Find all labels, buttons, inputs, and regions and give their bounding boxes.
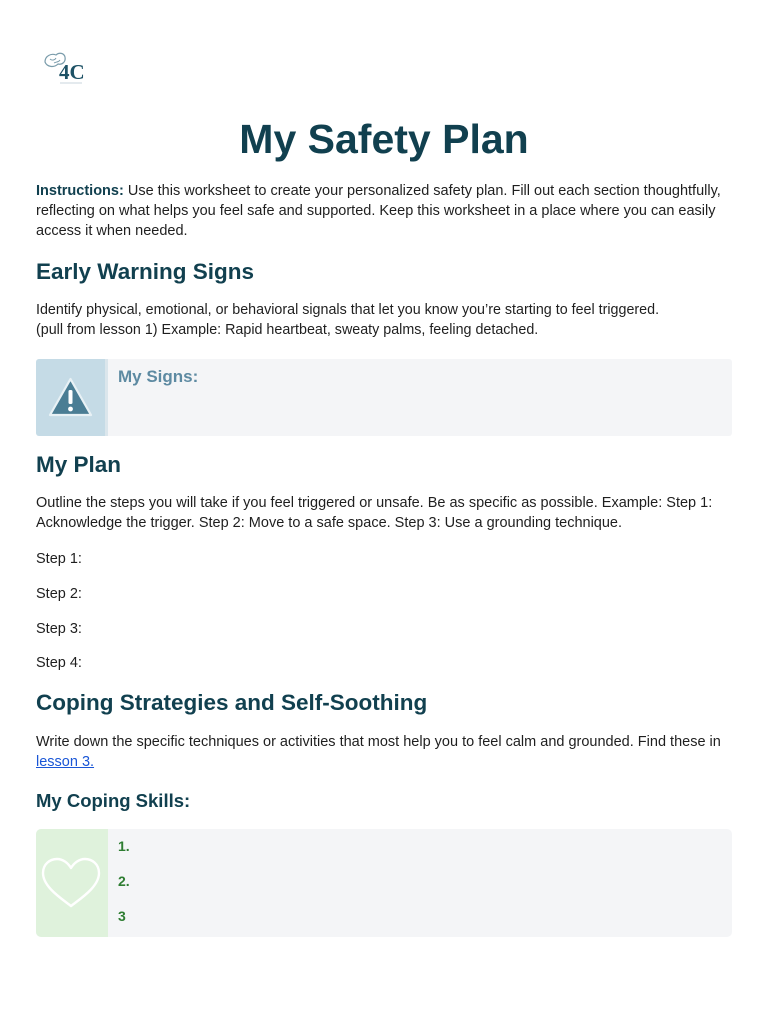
early-warning-line2: (pull from lesson 1) Example: Rapid heartbeat, sweaty palms, feeling detached. xyxy=(36,322,539,338)
warning-triangle-icon xyxy=(36,359,105,436)
my-plan-description: Outline the steps you will take if you feel triggered or unsafe. Be as specific as possible. Example: Step 1: Acknowledge the trigger. Step 2: Move to a safe space. Step 3: Use a grounding technique. xyxy=(36,495,713,531)
instructions-label: Instructions: xyxy=(36,183,124,199)
lesson-3-link[interactable]: lesson 3. xyxy=(36,754,95,770)
my-signs-box[interactable] xyxy=(36,359,732,436)
heart-outline-icon xyxy=(36,829,108,937)
organization-logo xyxy=(42,50,88,88)
my-signs-label: My Signs: xyxy=(118,367,199,386)
my-plan-heading: My Plan xyxy=(36,452,122,477)
plan-step-1: Step 1: xyxy=(36,551,82,567)
logo-text: 4C xyxy=(59,60,85,84)
coping-description xyxy=(36,732,736,772)
instructions-text: Use this worksheet to create your personalized safety plan. Fill out each section thoughtfully, reflecting on what helps you feel safe and supported. Keep this worksheet in a place where you can easily access it when needed. xyxy=(36,183,721,239)
plan-step-2: Step 2: xyxy=(36,586,82,602)
signs-icon-cell xyxy=(36,359,105,436)
coping-icon-cell xyxy=(36,829,108,937)
brain-logo-icon xyxy=(42,50,88,88)
coping-item-2: 2. xyxy=(118,873,130,889)
instructions-paragraph xyxy=(36,181,736,241)
early-warning-line1: Identify physical, emotional, or behavioral signals that let you know you’re starting to feel triggered. xyxy=(36,302,660,318)
early-warning-description xyxy=(36,300,736,340)
coping-item-3: 3 xyxy=(118,908,126,924)
page-title: My Safety Plan xyxy=(239,116,529,162)
coping-skills-subheading: My Coping Skills: xyxy=(36,790,191,811)
plan-step-3: Step 3: xyxy=(36,621,82,637)
early-warning-heading: Early Warning Signs xyxy=(36,259,254,284)
plan-step-4: Step 4: xyxy=(36,655,82,671)
coping-heading: Coping Strategies and Self-Soothing xyxy=(36,690,428,715)
coping-item-1: 1. xyxy=(118,838,130,854)
coping-text: Write down the specific techniques or activities that most help you to feel calm and grounded. Find these in xyxy=(36,734,721,750)
coping-skills-box[interactable] xyxy=(36,829,732,937)
